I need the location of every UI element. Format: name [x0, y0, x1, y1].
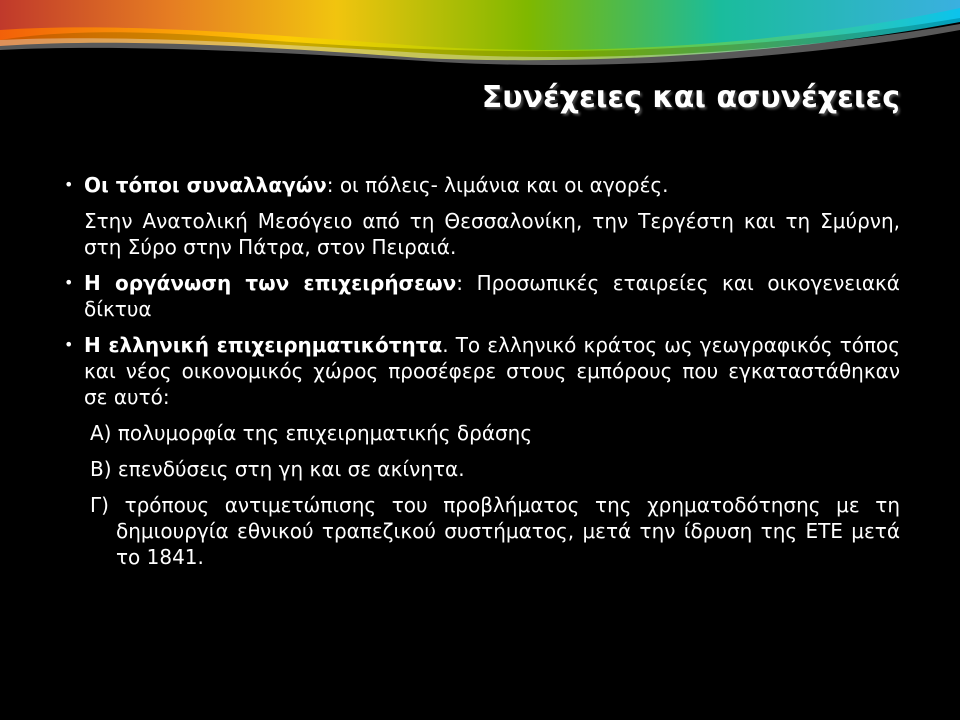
list-item-c: Γ) τρόπους αντιμετώπισης του προβλήματος της χρηματοδότησης με τη δημιουργία εθνικού τραπεζικού συστήματος, μετά την ίδρυση της ΕΤΕ μετά το 1841.	[90, 493, 900, 569]
bullet-icon: •	[64, 273, 74, 292]
list-item-a: Α) πολυμορφία της επιχειρηματικής δράσης	[90, 421, 533, 445]
bullet-item-trade-places	[64, 172, 900, 198]
bullet-icon: •	[64, 175, 74, 194]
slide-content	[64, 172, 900, 580]
subparagraph-locations: Στην Ανατολική Μεσόγειο από τη Θεσσαλονίκη, την Τεργέστη και τη Σμύρνη, στη Σύρο στην Πάτρα, στον Πειραιά.	[84, 209, 900, 259]
bullet-text: : Προσωπικές εταιρείες και οικογενειακά δίκτυα	[84, 271, 900, 321]
bullet-icon: •	[64, 335, 74, 354]
bullet-text: . Το ελληνικό κράτος ως γεωγραφικός τόπος και νέος οικονομικός χώρος προσέφερε στους εμπόρους που εγκαταστάθηκαν σε αυτό:	[84, 333, 900, 409]
bullet-text: : οι πόλεις- λιμάνια και οι αγορές.	[326, 173, 669, 197]
decorative-swoosh	[0, 0, 960, 80]
slide-title: Συνέχειες και ασυνέχειες	[481, 80, 900, 115]
list-item-b: Β) επενδύσεις στη γη και σε ακίνητα.	[90, 457, 465, 481]
bullet-bold-text: Η ελληνική επιχειρηματικότητα	[84, 333, 443, 357]
bullet-item-greek-entrepreneurship	[64, 332, 900, 410]
bullet-bold-text: Οι τόποι συναλλαγών	[84, 173, 327, 197]
bullet-item-business-organization	[64, 270, 900, 322]
bullet-bold-text: Η οργάνωση των επιχειρήσεων	[84, 271, 457, 295]
